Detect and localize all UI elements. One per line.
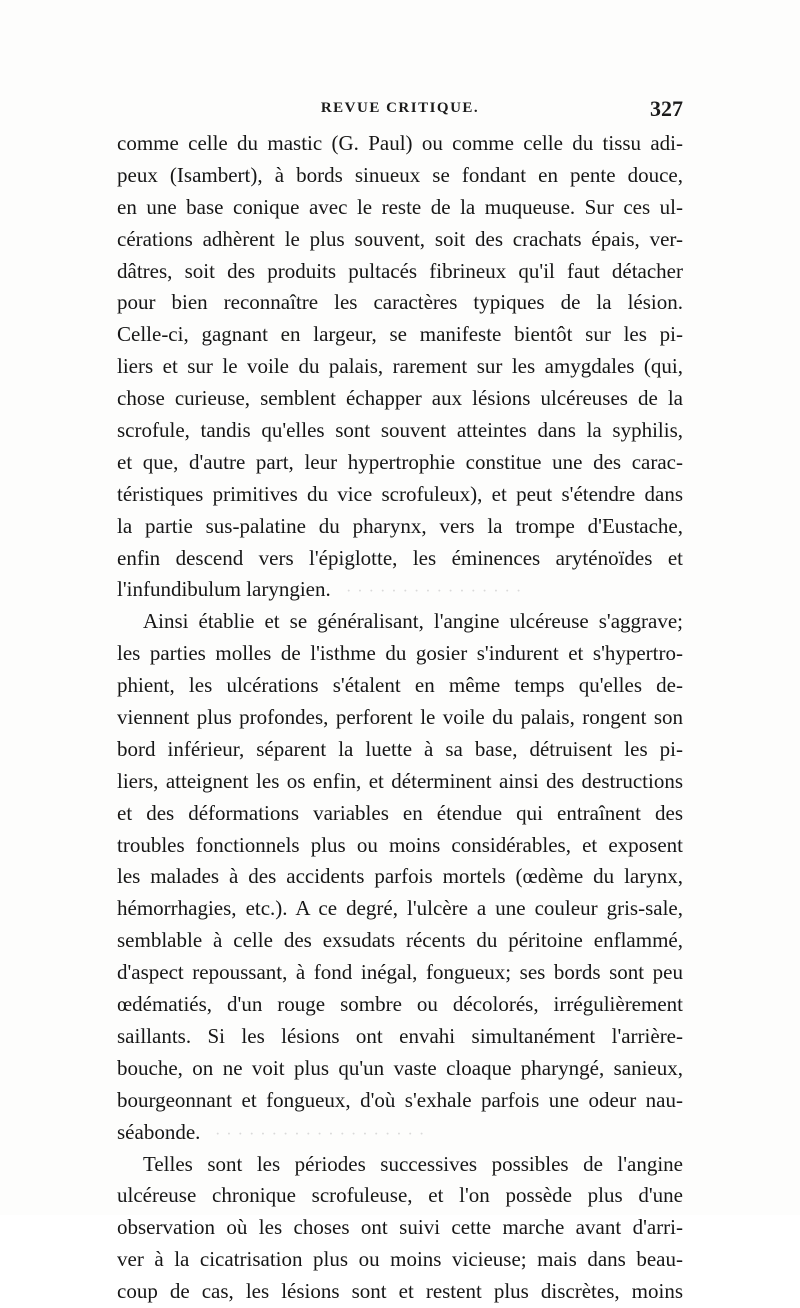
text-line: cérations adhèrent le plus souvent, soit des crachats épais, ver- <box>117 226 683 251</box>
text-line <box>117 1117 683 1149</box>
text-line: pour bien reconnaître les caractères typiques de la lésion. <box>117 290 683 315</box>
paragraph <box>117 606 683 1148</box>
text-line: peux (Isambert), à bords sinueux se fondant en pente douce, <box>117 162 683 187</box>
page-number: 327 <box>650 96 683 121</box>
paragraph <box>117 128 683 606</box>
text-line: œdématiés, d'un rouge sombre ou décolorés, irrégulièrement <box>117 992 683 1017</box>
text-line: observation où les choses ont suivi cette marche avant d'arri- <box>117 1215 683 1240</box>
text-line: les parties molles de l'isthme du gosier s'indurent et s'hypertro- <box>117 641 683 666</box>
text-line: Telles sont les périodes successives possibles de l'angine <box>143 1151 683 1176</box>
text-line: bouche, on ne voit plus qu'un vaste cloaque pharyngé, sanieux, <box>117 1055 683 1080</box>
text-line-content: séabonde. <box>117 1119 201 1144</box>
text-line: bourgeonnant et fongueux, d'où s'exhale parfois une odeur nau- <box>117 1087 683 1112</box>
text-line: la partie sus-palatine du pharynx, vers la trompe d'Eustache, <box>117 513 683 538</box>
text-line: en une base conique avec le reste de la muqueuse. Sur ces ul- <box>117 194 683 219</box>
text-line: et des déformations variables en étendue qui entraînent des <box>117 800 683 825</box>
bleed-through-decoration: · · · · · · · · · · · · · · · · <box>344 583 522 601</box>
text-line <box>117 574 683 606</box>
text-line-content: l'infundibulum laryngien. <box>117 577 331 602</box>
text-line: ver à la cicatrisation plus ou moins vicieuse; mais dans beau- <box>117 1247 683 1272</box>
text-line: et que, d'autre part, leur hypertrophie constitue une des carac- <box>117 449 683 474</box>
text-line: viennent plus profondes, perforent le voile du palais, rongent son <box>117 705 683 730</box>
bleed-through-decoration: · · · · · · · · · · · · · · · · · · · <box>214 1125 425 1143</box>
text-line: d'aspect repoussant, à fond inégal, fongueux; ses bords sont peu <box>117 960 683 985</box>
running-head <box>117 96 683 126</box>
text-line: liers, atteignent les os enfin, et déterminent ainsi des destructions <box>117 768 683 793</box>
running-title: REVUE CRITIQUE. <box>320 100 480 116</box>
text-line: semblable à celle des exsudats récents du péritoine enflammé, <box>117 928 683 953</box>
text-line: dâtres, soit des produits pultacés fibrineux qu'il faut détacher <box>117 258 683 283</box>
text-line: troubles fonctionnels plus ou moins considérables, et exposent <box>117 832 683 857</box>
text-line: coup de cas, les lésions sont et restent plus discrètes, moins <box>117 1279 683 1304</box>
text-line: saillants. Si les lésions ont envahi simultanément l'arrière- <box>117 1023 683 1048</box>
text-line: chose curieuse, semblent échapper aux lésions ulcéreuses de la <box>117 386 683 411</box>
text-line: bord inférieur, séparent la luette à sa base, détruisent les pi- <box>117 736 683 761</box>
text-line: liers et sur le voile du palais, rarement sur les amygdales (qui, <box>117 354 683 379</box>
text-line: comme celle du mastic (G. Paul) ou comme celle du tissu adi- <box>117 131 683 155</box>
paragraph <box>117 1149 683 1308</box>
text-line: enfin descend vers l'épiglotte, les éminences aryténoïdes et <box>117 545 683 570</box>
text-line: Ainsi établie et se généralisant, l'angine ulcéreuse s'aggrave; <box>143 609 683 634</box>
text-line: hémorrhagies, etc.). A ce degré, l'ulcère a une couleur gris-sale, <box>117 896 683 921</box>
text-body <box>117 128 683 1308</box>
text-line: Celle-ci, gagnant en largeur, se manifeste bientôt sur les pi- <box>117 322 683 347</box>
text-line: ulcéreuse chronique scrofuleuse, et l'on possède plus d'une <box>117 1183 683 1208</box>
text-line: scrofule, tandis qu'elles sont souvent atteintes dans la syphilis, <box>117 418 683 443</box>
text-line: phient, les ulcérations s'étalent en même temps qu'elles de- <box>117 673 683 698</box>
text-line: téristiques primitives du vice scrofuleux), et peut s'étendre dans <box>117 481 683 506</box>
text-line: les malades à des accidents parfois mortels (œdème du larynx, <box>117 864 683 889</box>
